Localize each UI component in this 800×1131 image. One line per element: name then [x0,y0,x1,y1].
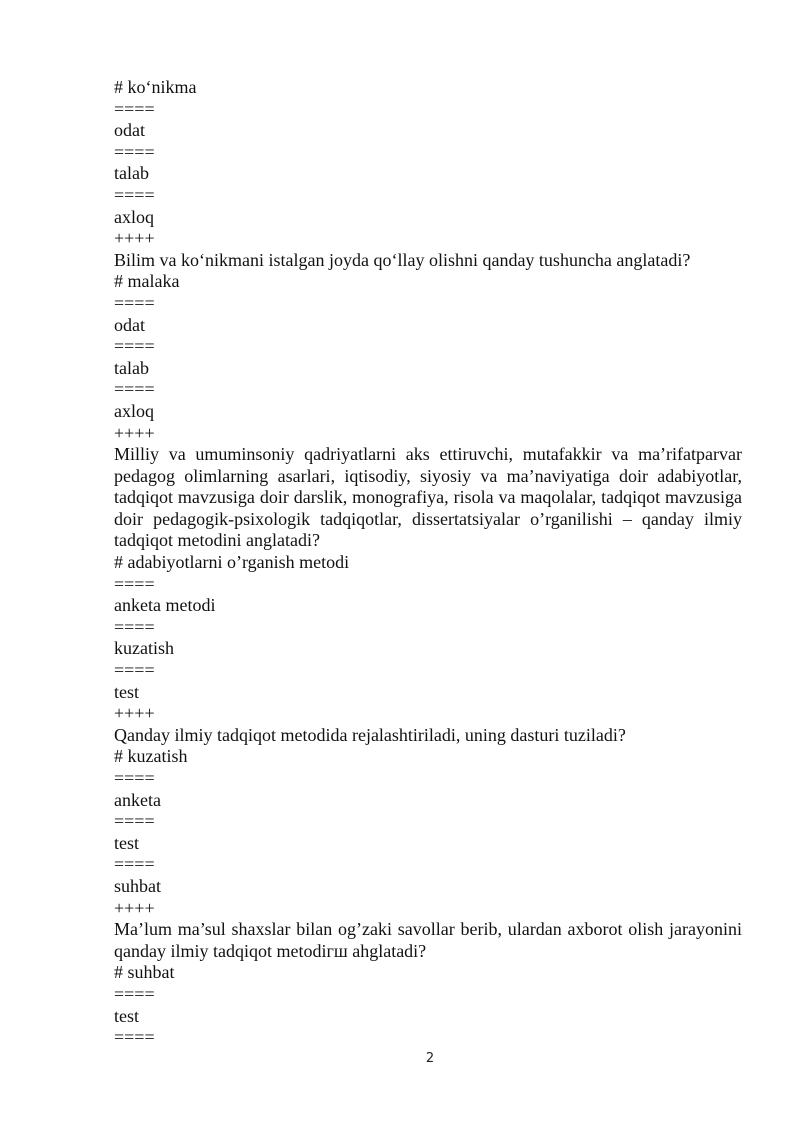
option-separator: ==== [114,616,155,637]
option-separator: ==== [114,660,155,681]
answer-option: axloq [114,206,154,227]
answer-option: test [114,832,139,853]
option-separator: ==== [114,292,155,313]
question-separator: ++++ [114,422,155,443]
option-separator: ==== [114,1027,155,1048]
page-number: 2 [425,1051,435,1066]
answer-option: odat [114,314,145,335]
answer-option: anketa metodi [114,595,216,616]
option-separator: ==== [114,854,155,875]
answer-option: test [114,681,139,702]
question-text: Ma’lum ma’sul shaxslar bilan og’zaki savollar berib, ulardan axborot olish jarayonini qanday ilmiy tadqiqot metodiгш ahglatadi? [114,919,742,961]
option-separator: ==== [114,768,155,788]
answer-option: suhbat [114,875,161,896]
question-separator: ++++ [114,228,155,249]
question-separator: ++++ [114,897,155,918]
question-text: Milliy va umuminsoniy qadriyatlarni aks ettiruvchi, mutafakkir va ma’rifatparvar pedagog olimlarning asarlari, iqtisodiy, siyosiy va ma’naviyatiga doir adabiyotlar, tadqiqot mavzusiga doir darslik, monografiya, risola va maqolalar, tadqiqot mavzusiga doir pedagogik-psixologik tadqiqotlar, dissertatsiyalar o’rganilishi – qanday ilmiy tadqiqot metodini anglatadi? [114,444,742,551]
correct-answer: # ko‘nikma [114,77,197,97]
option-separator: ==== [114,379,155,400]
answer-option: talab [114,357,149,378]
answer-option: test [114,1005,139,1026]
correct-answer: # malaka [114,271,180,292]
option-separator: ==== [114,98,155,119]
option-separator: ==== [114,141,155,162]
option-separator: ==== [114,983,155,1004]
question-separator: ++++ [114,703,155,724]
option-separator: ==== [114,336,155,357]
correct-answer: # adabiyotlarni o’rganish metodi [114,552,350,573]
answer-option: kuzatish [114,638,174,659]
answer-option: odat [114,120,145,141]
document-body [114,77,742,1049]
answer-option: axloq [114,400,154,421]
answer-option: talab [114,163,149,184]
correct-answer: # suhbat [114,962,175,983]
option-separator: ==== [114,184,155,205]
answer-option: anketa [114,789,161,810]
option-separator: ==== [114,573,155,594]
question-text: Bilim va ko‘nikmani istalgan joyda qo‘llay olishni qanday tushuncha anglatadi? [114,249,691,270]
correct-answer: # kuzatish [114,746,188,767]
option-separator: ==== [114,811,155,832]
question-text: Qanday ilmiy tadqiqot metodida rejalashtiriladi, uning dasturi tuziladi? [114,724,626,745]
